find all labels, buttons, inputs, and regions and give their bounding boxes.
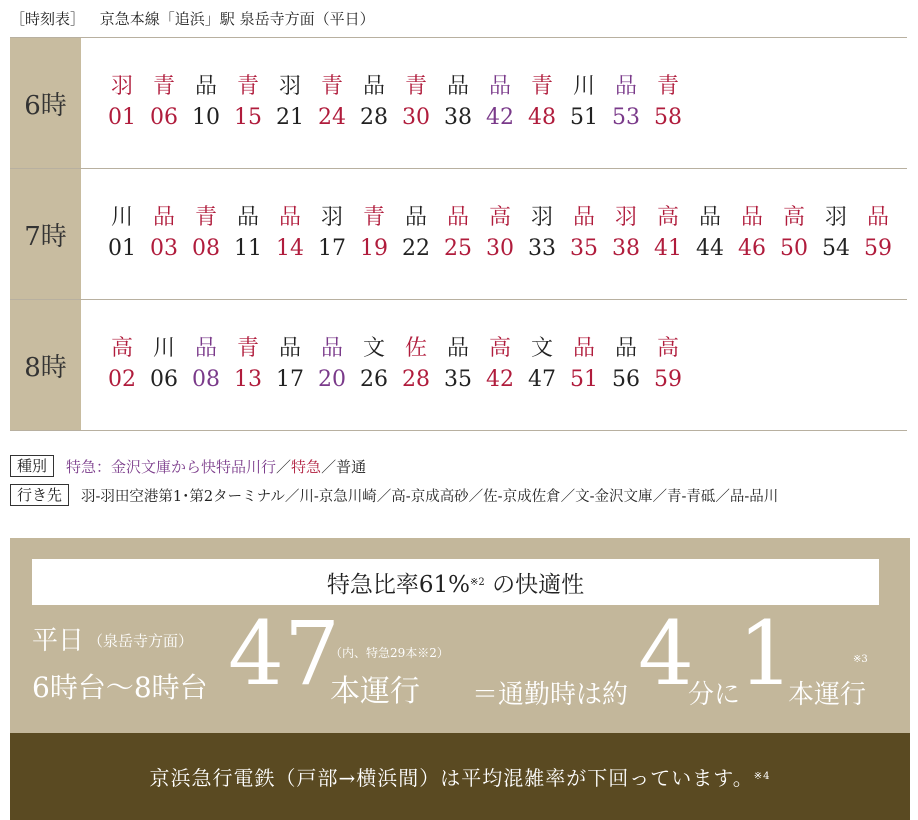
legend-separator: ／ [276,457,292,476]
train-destination: 品 [698,205,721,230]
interval-count: 1 [738,602,794,705]
train-destination: 高 [782,205,805,230]
train-entry [353,334,395,396]
train-minute: 53 [612,105,640,130]
train-destination: 品 [614,74,637,99]
direction-label: （泉岳寺方面） [88,632,194,650]
train-destination: 品 [278,336,301,361]
train-destination: 品 [572,205,595,230]
train-destination: 文 [530,336,553,361]
train-minute: 41 [654,236,682,261]
legend-dest-label: 行き先 [10,484,69,506]
train-minute: 01 [108,105,136,130]
train-entry [227,72,269,134]
hour-label: 7時 [10,169,81,299]
train-destination: 川 [152,336,175,361]
train-minute: 42 [486,105,514,130]
train-minute: 33 [528,236,556,261]
train-minute: 47 [528,367,556,392]
train-destination: 川 [572,74,595,99]
train-minute: 22 [402,236,430,261]
train-entry [437,72,479,134]
train-minute: 48 [528,105,556,130]
train-entry [437,203,479,265]
interval-minutes: 4 [638,602,694,705]
train-minute: 06 [150,367,178,392]
train-entry [143,334,185,396]
train-list [101,203,899,265]
train-entry [521,334,563,396]
timetable-row [10,169,907,300]
train-destination: 品 [236,205,259,230]
legend-destinations: 羽-羽田空港第1･第2ターミナル／川-京急川崎／高-京成高砂／佐-京成佐倉／文-金沢文庫／青-青砥／品-品川 [81,488,779,505]
train-minute: 24 [318,105,346,130]
train-destination: 品 [194,336,217,361]
train-minute: 30 [402,105,430,130]
train-entry [185,72,227,134]
train-minute: 38 [444,105,472,130]
train-destination: 佐 [404,336,427,361]
train-destination: 青 [236,74,259,99]
train-minute: 59 [864,236,892,261]
train-entry [227,334,269,396]
train-minute: 58 [654,105,682,130]
train-entry [437,334,479,396]
train-minute: 11 [234,236,262,261]
train-minute: 08 [192,367,220,392]
train-entry [143,72,185,134]
hour-label: 8時 [10,300,81,430]
train-entry [605,334,647,396]
train-minute: 20 [318,367,346,392]
train-destination: 高 [656,336,679,361]
train-destination: 羽 [530,205,553,230]
count-unit: 本運行 [330,674,420,709]
train-entry [563,334,605,396]
train-minute: 51 [570,105,598,130]
train-minute: 13 [234,367,262,392]
train-entry [311,334,353,396]
train-minute: 01 [108,236,136,261]
train-entry [227,203,269,265]
train-entry [521,72,563,134]
legend-type-row [10,455,366,477]
train-entry [269,334,311,396]
train-minute: 46 [738,236,766,261]
train-minute: 02 [108,367,136,392]
train-destination: 高 [488,336,511,361]
train-entry [101,203,143,265]
train-destination: 羽 [278,74,301,99]
train-minute: 19 [360,236,388,261]
train-entry [185,334,227,396]
train-minute: 35 [444,367,472,392]
train-destination: 品 [446,74,469,99]
legend-type-local: 普通 [336,457,367,476]
train-entry [269,203,311,265]
train-destination: 高 [656,205,679,230]
train-destination: 品 [152,205,175,230]
train-entry [395,203,437,265]
train-entry [479,72,521,134]
train-minute: 03 [150,236,178,261]
train-minute: 15 [234,105,262,130]
train-minute: 50 [780,236,808,261]
legend-separator: ／ [321,457,337,476]
train-entry [479,203,521,265]
train-destination: 青 [530,74,553,99]
train-entry [647,334,689,396]
weekday-label: 平日 [32,626,85,656]
train-destination: 青 [320,74,343,99]
train-destination: 川 [110,205,133,230]
train-destination: 品 [362,74,385,99]
legend-type-rapid: 特急：金沢文庫から快特品川行 [66,457,277,476]
train-destination: 文 [362,336,385,361]
timetable [10,37,907,431]
panel-title-note: ※2 [470,576,485,588]
train-entry [521,203,563,265]
train-destination: 青 [362,205,385,230]
train-list [101,334,689,396]
timetable-row [10,300,907,431]
congestion-note: ※4 [753,771,771,782]
panel-title [32,559,879,605]
train-minute: 25 [444,236,472,261]
train-destination: 品 [320,336,343,361]
train-minute: 59 [654,367,682,392]
train-minute: 17 [276,367,304,392]
train-minute: 35 [570,236,598,261]
train-minute: 08 [192,236,220,261]
train-minute: 42 [486,367,514,392]
total-count: 47 [228,602,340,705]
train-entry [605,72,647,134]
train-destination: 品 [446,336,469,361]
commute-prefix: ＝通勤時は約 [472,680,629,710]
train-destination: 品 [740,205,763,230]
train-entry [815,203,857,265]
train-destination: 羽 [824,205,847,230]
legend-type-label: 種別 [10,455,54,477]
train-destination: 高 [110,336,133,361]
train-minute: 30 [486,236,514,261]
train-entry [647,72,689,134]
train-destination: 品 [404,205,427,230]
interval-unit: 分に [688,680,741,710]
train-minute: 28 [402,367,430,392]
train-minute: 06 [150,105,178,130]
train-minute: 17 [318,236,346,261]
legend-dest-row [10,484,778,506]
train-destination: 青 [236,336,259,361]
train-entry [479,334,521,396]
train-minute: 51 [570,367,598,392]
train-destination: 青 [656,74,679,99]
timetable-title: ［時刻表］ [10,10,86,28]
train-entry [563,72,605,134]
train-destination: 高 [488,205,511,230]
panel-title-suffix: の快適性 [484,571,585,598]
train-minute: 21 [276,105,304,130]
train-entry [311,203,353,265]
train-entry [101,72,143,134]
train-entry [395,334,437,396]
train-entry [647,203,689,265]
train-destination: 青 [404,74,427,99]
train-entry [605,203,647,265]
congestion-band [10,733,910,820]
train-minute: 44 [696,236,724,261]
train-list [101,72,689,134]
express-ratio-panel [10,538,910,820]
timetable-subtitle: 京急本線「追浜」駅 泉岳寺方面（平日） [99,10,375,28]
train-minute: 26 [360,367,388,392]
express-note: （内、特急29本※2） [330,646,449,660]
train-minute: 28 [360,105,388,130]
train-entry [773,203,815,265]
train-minute: 14 [276,236,304,261]
train-entry [395,72,437,134]
train-destination: 羽 [320,205,343,230]
train-destination: 品 [572,336,595,361]
train-entry [353,203,395,265]
train-minute: 10 [192,105,220,130]
train-destination: 青 [194,205,217,230]
train-entry [101,334,143,396]
train-entry [353,72,395,134]
interval-suffix: 本運行 [788,680,867,710]
congestion-text: 京浜急行電鉄（戸部→横浜間）は平均混雑率が下回っています。 [149,766,754,790]
interval-note: ※3 [853,654,868,665]
train-destination: 品 [446,205,469,230]
train-minute: 38 [612,236,640,261]
train-destination: 品 [278,205,301,230]
timetable-row [10,37,907,169]
train-destination: 品 [614,336,637,361]
legend-type-express: 特急 [291,457,322,476]
train-destination: 青 [152,74,175,99]
train-minute: 56 [612,367,640,392]
train-entry [269,72,311,134]
train-destination: 羽 [614,205,637,230]
train-entry [689,203,731,265]
time-range-label: 6時台～8時台 [32,671,208,704]
timetable-header [10,8,375,29]
hour-label: 6時 [10,38,81,168]
train-entry [857,203,899,265]
train-entry [563,203,605,265]
train-entry [143,203,185,265]
train-destination: 品 [866,205,889,230]
panel-title-text: 特急比率61% [326,571,471,598]
train-destination: 品 [194,74,217,99]
train-destination: 品 [488,74,511,99]
train-entry [185,203,227,265]
train-minute: 54 [822,236,850,261]
train-destination: 羽 [110,74,133,99]
train-entry [311,72,353,134]
train-entry [731,203,773,265]
